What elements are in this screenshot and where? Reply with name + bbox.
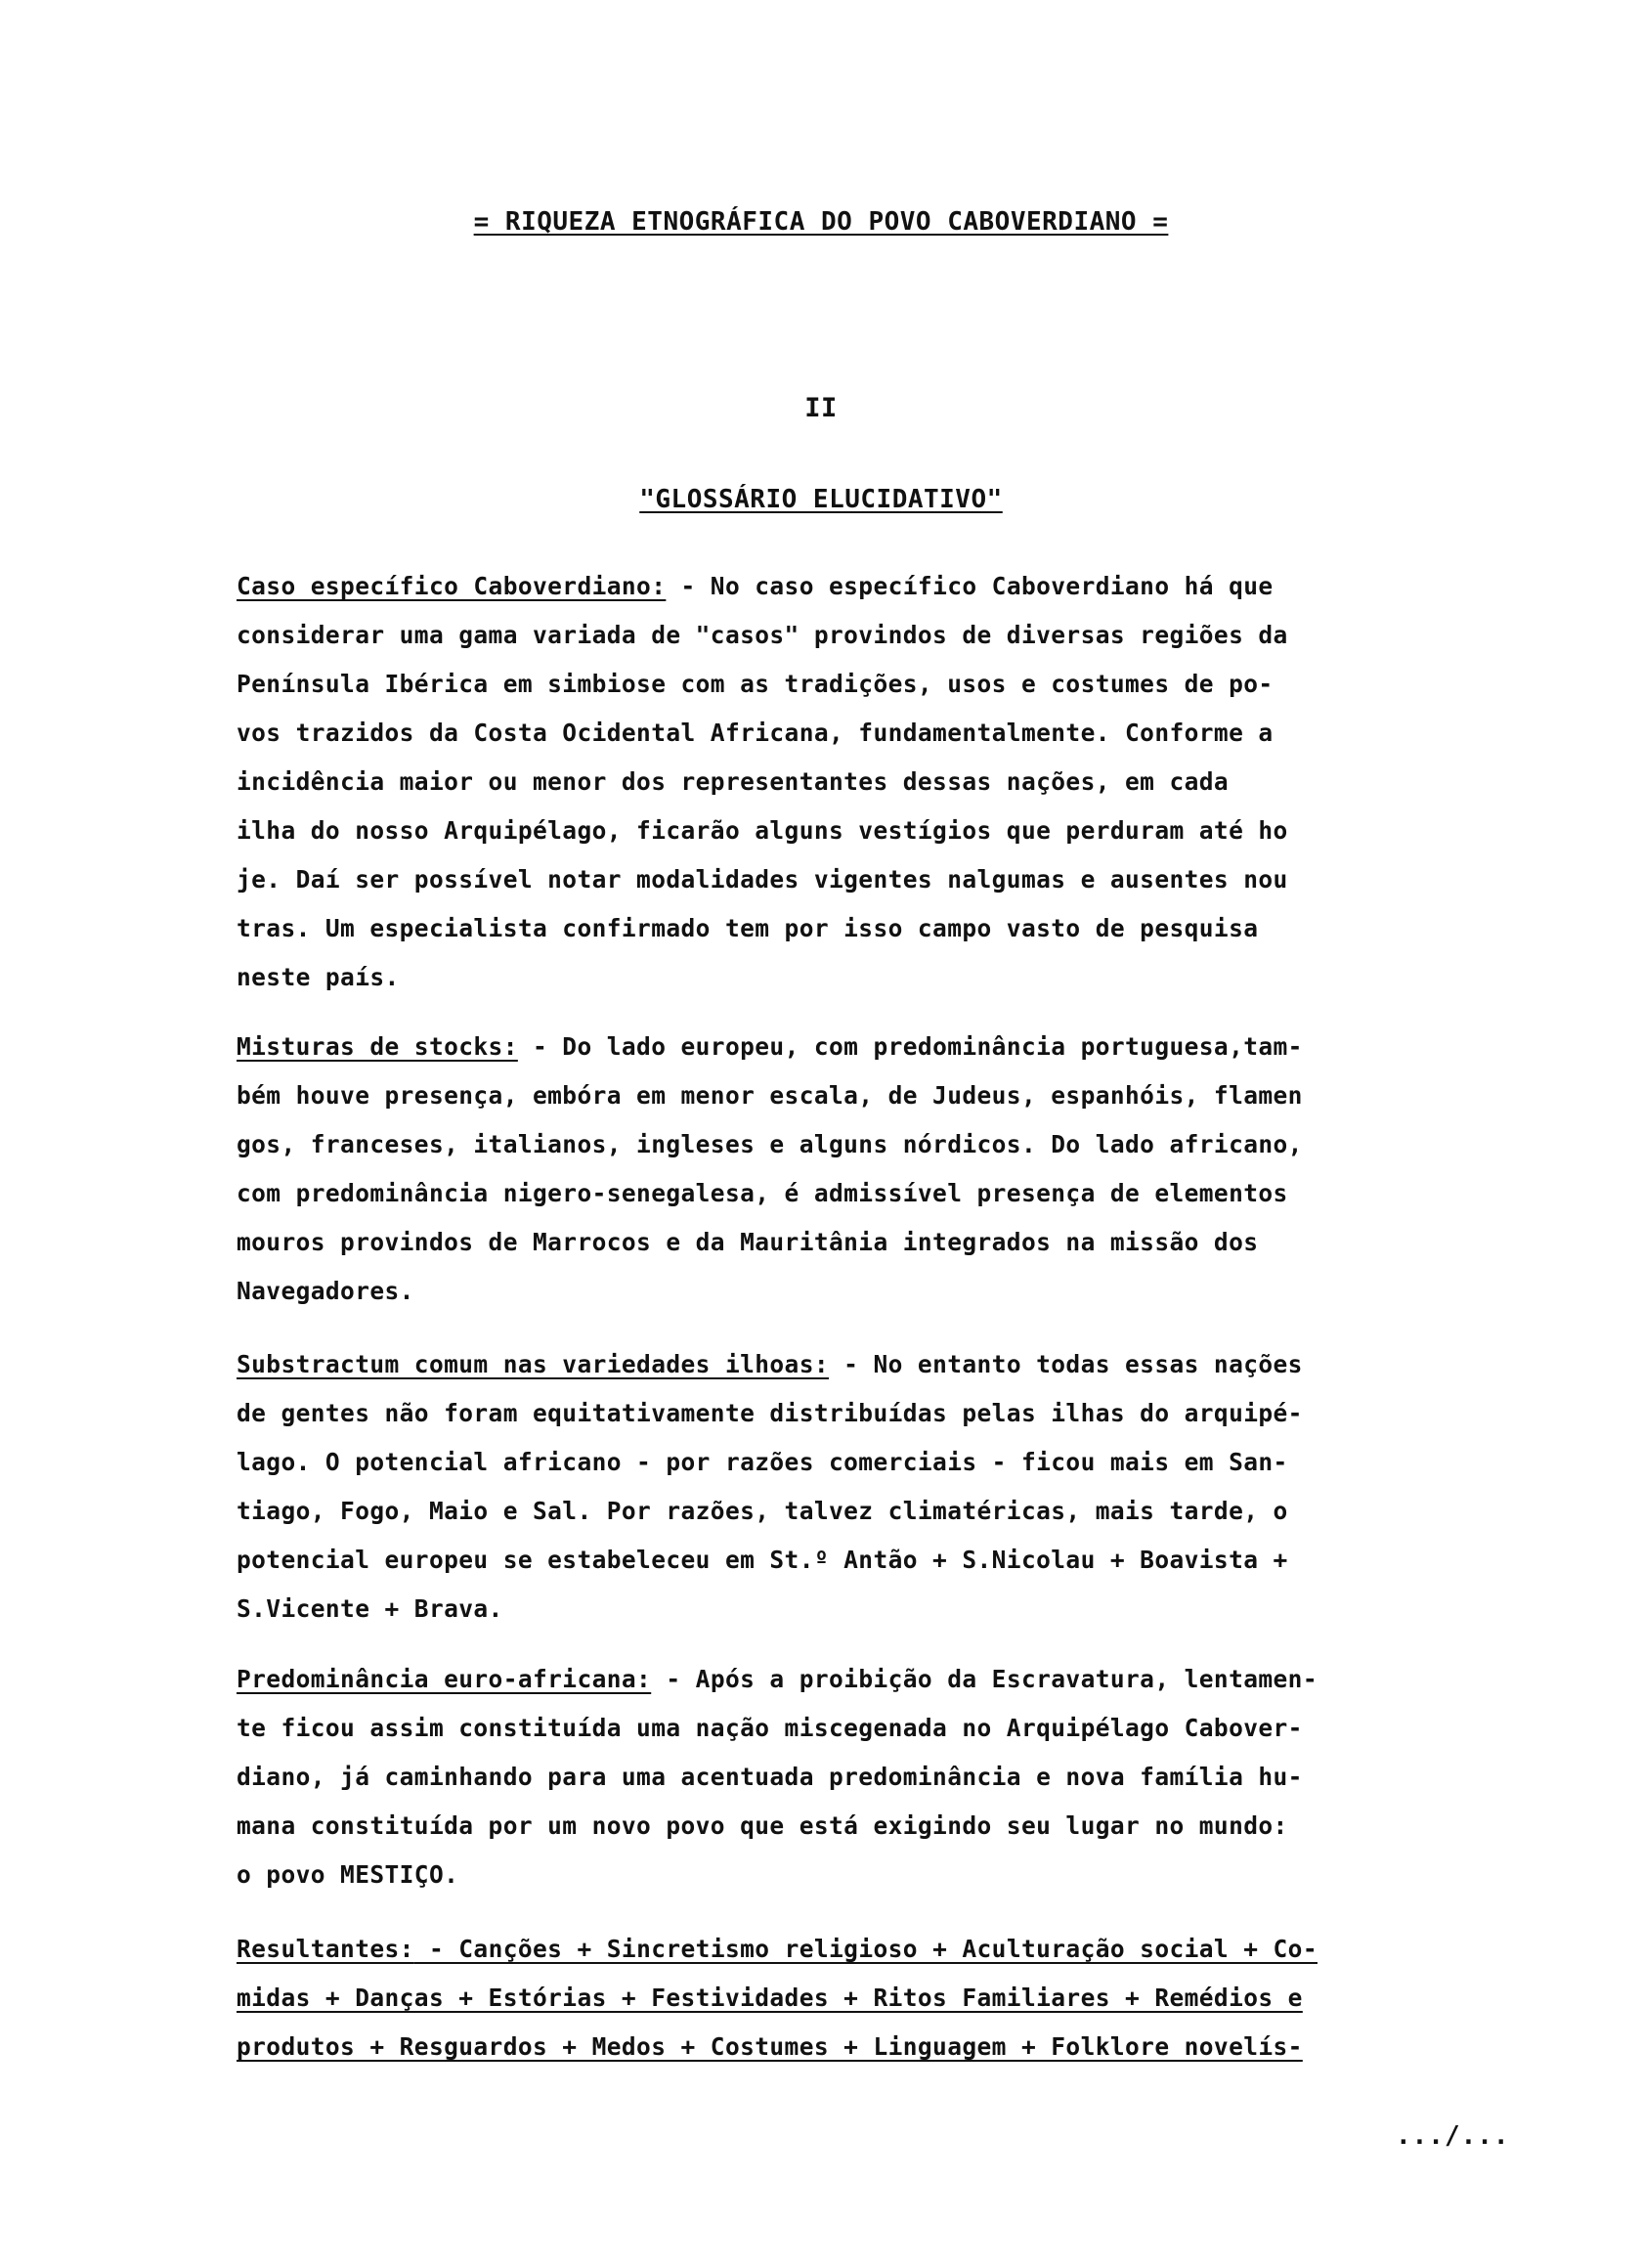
glossary-title: [0, 485, 1642, 514]
entry-line: produtos + Resguardos + Medos + Costumes + Linguagem + Folklore novelís-: [237, 2032, 1303, 2061]
entry-line: - Canções + Sincretismo religioso + Aculturação social + Co-: [413, 1935, 1318, 1963]
entry-line: tras. Um especialista confirmado tem por isso campo vasto de pesquisa: [237, 914, 1259, 942]
page-continuation-mark: .../...: [1396, 2121, 1510, 2151]
entry-line: considerar uma gama variada de "casos" provindos de diversas regiões da: [237, 621, 1288, 649]
entry-line: - Após a proibição da Escravatura, lentamen-: [651, 1665, 1318, 1693]
entry-line: mouros provindos de Marrocos e da Mauritânia integrados na missão dos: [237, 1228, 1259, 1256]
glossary-entry: [237, 1655, 1546, 1899]
entry-line: com predominância nigero-senegalesa, é admissível presença de elementos: [237, 1179, 1288, 1207]
entry-line: - No caso específico Caboverdiano há que: [666, 572, 1274, 600]
entry-first-line: [237, 1655, 1546, 1704]
entry-first-line: [237, 562, 1546, 611]
glossary-title-text: "GLOSSÁRIO ELUCIDATIVO": [639, 485, 1003, 514]
document-title: [0, 207, 1642, 237]
entry-line: lago. O potencial africano - por razões comerciais - ficou mais em San-: [237, 1448, 1288, 1476]
glossary-entry: [237, 562, 1546, 1002]
glossary-entry: [237, 1925, 1546, 2072]
entry-first-line: [237, 1023, 1546, 1071]
entry-first-line: [237, 1340, 1546, 1389]
entry-line: mana constituída por um novo povo que está exigindo seu lugar no mundo:: [237, 1811, 1288, 1840]
entry-line: de gentes não foram equitativamente distribuídas pelas ilhas do arquipé-: [237, 1399, 1303, 1427]
entry-line: S.Vicente + Brava.: [237, 1594, 503, 1623]
entry-line: o povo MESTIÇO.: [237, 1860, 459, 1889]
entry-line: bém houve presença, embóra em menor escala, de Judeus, espanhóis, flamen: [237, 1081, 1303, 1110]
entry-line: Navegadores.: [237, 1277, 414, 1305]
entry-line: ilha do nosso Arquipélago, ficarão alguns vestígios que perduram até ho: [237, 816, 1288, 845]
entry-line: Península Ibérica em simbiose com as tradições, usos e costumes de po-: [237, 670, 1274, 698]
entry-line: diano, já caminhando para uma acentuada predominância e nova família hu-: [237, 1763, 1303, 1791]
entry-first-line: [237, 1925, 1546, 1974]
entry-line: - No entanto todas essas nações: [829, 1350, 1303, 1378]
entry-term: Predominância euro-africana:: [237, 1665, 652, 1693]
entry-line: te ficou assim constituída uma nação miscegenada no Arquipélago Cabover-: [237, 1714, 1303, 1742]
glossary-entry: [237, 1023, 1546, 1316]
glossary-entry: [237, 1340, 1546, 1634]
section-number: II: [804, 393, 838, 423]
entry-term: Resultantes:: [237, 1935, 414, 1963]
entry-line: midas + Danças + Estórias + Festividades + Ritos Familiares + Remédios e: [237, 1984, 1303, 2012]
entry-term: Misturas de stocks:: [237, 1032, 518, 1061]
document-title-text: = RIQUEZA ETNOGRÁFICA DO POVO CABOVERDIANO =: [473, 207, 1169, 237]
entry-term: Substractum comum nas variedades ilhoas:: [237, 1350, 830, 1378]
entry-line: vos trazidos da Costa Ocidental Africana, fundamentalmente. Conforme a: [237, 719, 1274, 747]
entry-line: gos, franceses, italianos, ingleses e alguns nórdicos. Do lado africano,: [237, 1130, 1303, 1158]
entry-line: potencial europeu se estabeleceu em St.º Antão + S.Nicolau + Boavista +: [237, 1546, 1288, 1574]
entry-line: incidência maior ou menor dos representantes dessas nações, em cada: [237, 767, 1230, 796]
entry-term: Caso específico Caboverdiano:: [237, 572, 667, 600]
entry-line: - Do lado europeu, com predominância portuguesa,tam-: [517, 1032, 1303, 1061]
entry-line: neste país.: [237, 963, 400, 991]
entry-line: je. Daí ser possível notar modalidades vigentes nalgumas e ausentes nou: [237, 865, 1288, 894]
entry-line: tiago, Fogo, Maio e Sal. Por razões, talvez climatéricas, mais tarde, o: [237, 1497, 1288, 1525]
